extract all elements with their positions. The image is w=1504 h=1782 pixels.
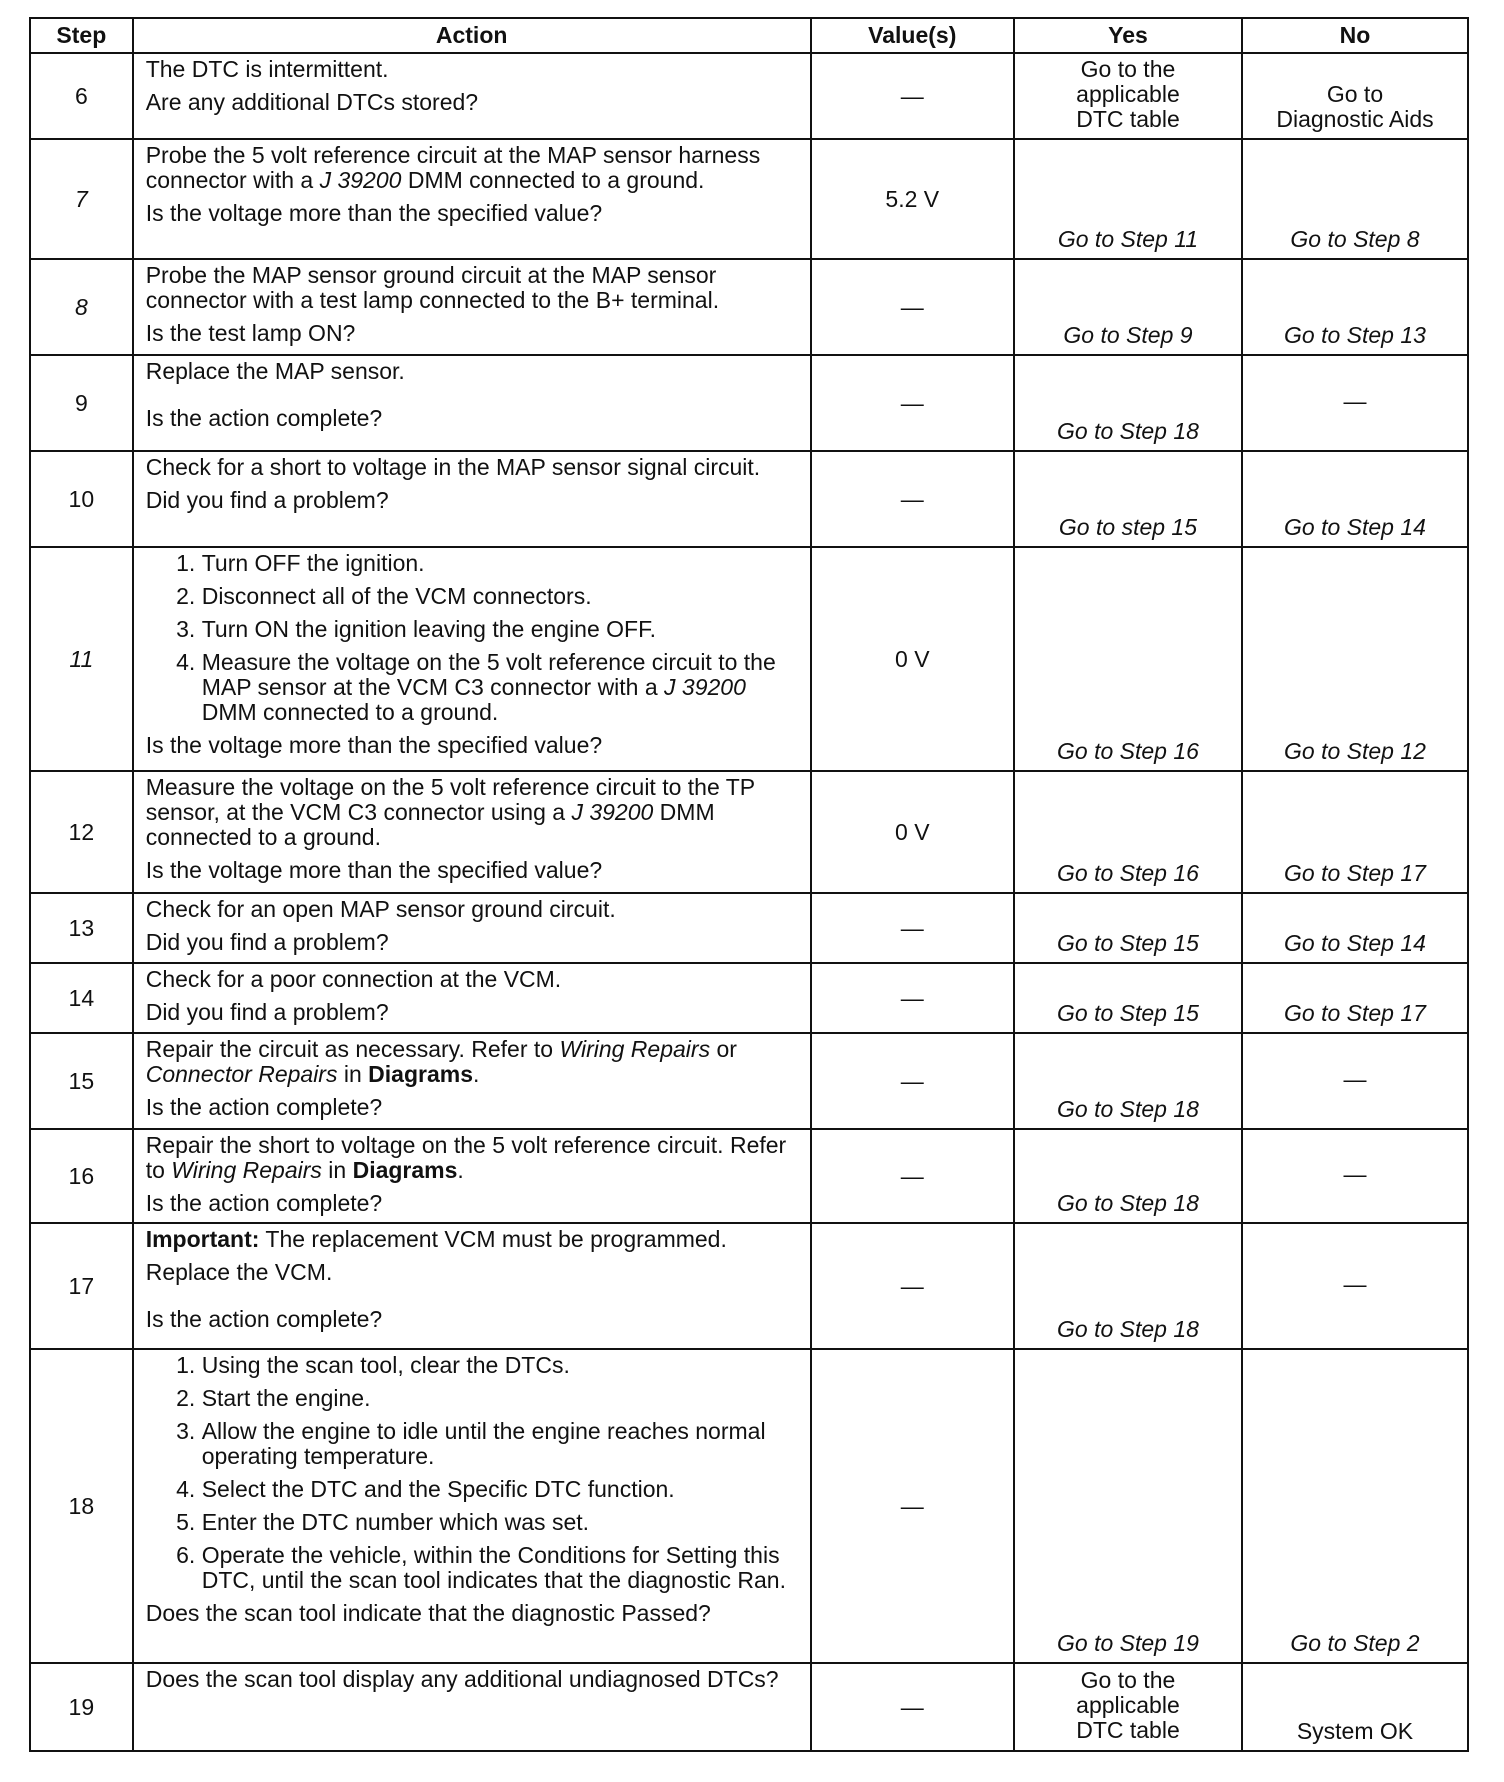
step-number: 11 <box>30 547 133 771</box>
table-row <box>30 963 1468 1033</box>
question-text: Is the voltage more than the specified value? <box>145 732 603 758</box>
step-number: 15 <box>30 1033 133 1129</box>
no-cell: Go to Step 17 <box>1242 963 1468 1033</box>
reference-section: Diagrams <box>368 1061 473 1087</box>
action-cell <box>133 1663 811 1751</box>
action-cell <box>133 771 811 893</box>
table-row <box>30 355 1468 451</box>
step-number: 6 <box>30 53 133 139</box>
question-text: Did you find a problem? <box>145 929 389 955</box>
no-cell: Go to Step 14 <box>1242 893 1468 963</box>
step-number: 18 <box>30 1349 133 1663</box>
yes-text: applicable <box>1076 80 1180 107</box>
no-cell: — <box>1242 355 1468 451</box>
value-cell <box>811 53 1014 139</box>
no-cell: Go to Step 13 <box>1242 259 1468 355</box>
no-cell <box>1242 53 1468 139</box>
table-row <box>30 1349 1468 1663</box>
value-cell <box>811 259 1014 355</box>
question-text: Does the scan tool indicate that the diagnostic Passed? <box>145 1600 711 1626</box>
value-text: — <box>900 1067 924 1094</box>
list-item-text: Measure the voltage on the 5 volt reference circuit to the MAP sensor at the VCM C3 connector with a <box>201 649 776 700</box>
yes-cell: Go to Step 9 <box>1014 259 1242 355</box>
value-text: — <box>900 1162 924 1189</box>
action-text-part: in <box>321 1157 353 1183</box>
table-row <box>30 1129 1468 1223</box>
action-text-part: Measure the voltage on the 5 volt reference circuit to the TP sensor, at the VCM C3 connector using a <box>145 774 755 825</box>
no-cell: Go to Step 2 <box>1242 1349 1468 1663</box>
yes-cell: Go to Step 11 <box>1014 139 1242 259</box>
list-item: 1. Turn OFF the ignition. <box>202 551 800 576</box>
value-text: — <box>900 1272 924 1299</box>
action-text: Check for an open MAP sensor ground circuit. <box>145 896 616 922</box>
list-item: 2. Start the engine. <box>202 1386 800 1411</box>
action-text-part: Probe the 5 volt reference circuit at the MAP sensor harness connector with a <box>145 142 761 193</box>
value-cell <box>811 893 1014 963</box>
value-cell <box>811 139 1014 259</box>
action-cell <box>133 451 811 547</box>
action-cell <box>133 355 811 451</box>
value-text: — <box>900 389 924 416</box>
action-text-part: Repair the short to voltage on the 5 volt reference circuit. Refer to <box>145 1132 787 1183</box>
list-item: 4. Select the DTC and the Specific DTC function. <box>202 1477 800 1502</box>
value-text: — <box>900 293 924 320</box>
value-cell <box>811 1129 1014 1223</box>
no-cell: Go to Step 8 <box>1242 139 1468 259</box>
action-text <box>146 1227 800 1252</box>
no-cell: — <box>1242 1223 1468 1349</box>
value-text: 5.2 V <box>885 185 940 212</box>
question-text: Did you find a problem? <box>145 487 389 513</box>
value-text: — <box>900 485 924 512</box>
no-cell: — <box>1242 1033 1468 1129</box>
action-cell <box>133 139 811 259</box>
question-text: Is the action complete? <box>145 1306 383 1332</box>
diagnostic-table <box>29 17 1469 1752</box>
tool-name: J 39200 <box>319 167 402 193</box>
action-text: Check for a short to voltage in the MAP sensor signal circuit. <box>145 454 761 480</box>
question-text: Is the action complete? <box>145 1190 383 1216</box>
step-number: 9 <box>30 355 133 451</box>
list-item <box>202 650 800 725</box>
list-item: 3. Allow the engine to idle until the engine reaches normal operating temperature. <box>202 1419 800 1469</box>
value-text: 0 V <box>895 645 930 672</box>
tool-name: J 39200 <box>571 799 654 825</box>
header-row <box>30 18 1468 53</box>
question-text: Is the test lamp ON? <box>145 320 356 346</box>
action-text <box>146 1037 800 1087</box>
step-number: 16 <box>30 1129 133 1223</box>
action-text: Probe the MAP sensor ground circuit at the MAP sensor connector with a test lamp connected to the B+ terminal. <box>145 262 720 313</box>
action-text: Check for a poor connection at the VCM. <box>145 966 562 992</box>
value-text: 0 V <box>895 818 930 845</box>
table-row <box>30 893 1468 963</box>
action-text-part: in <box>337 1061 369 1087</box>
yes-cell: Go to Step 18 <box>1014 355 1242 451</box>
action-text-part: DMM connected to a ground. <box>145 799 715 850</box>
yes-cell <box>1014 1663 1242 1751</box>
value-text: — <box>900 82 924 109</box>
table-row <box>30 53 1468 139</box>
value-cell <box>811 451 1014 547</box>
yes-cell <box>1014 53 1242 139</box>
col-header-no: No <box>1242 18 1468 53</box>
action-cell <box>133 893 811 963</box>
action-cell <box>133 963 811 1033</box>
yes-text: DTC table <box>1076 105 1180 132</box>
yes-cell: Go to Step 15 <box>1014 963 1242 1033</box>
action-text-part: The replacement VCM must be programmed. <box>259 1226 727 1252</box>
col-header-step: Step <box>30 18 133 53</box>
table-row <box>30 139 1468 259</box>
action-steps-list <box>146 1353 800 1593</box>
action-cell <box>133 547 811 771</box>
no-cell: Go to Step 12 <box>1242 547 1468 771</box>
value-cell <box>811 355 1014 451</box>
yes-text: DTC table <box>1076 1716 1180 1743</box>
no-text: Go to <box>1326 81 1384 107</box>
step-number: 12 <box>30 771 133 893</box>
col-header-yes: Yes <box>1014 18 1242 53</box>
table-row <box>30 547 1468 771</box>
action-text-part: DMM connected to a ground. <box>401 167 705 193</box>
list-item: 3. Turn ON the ignition leaving the engine OFF. <box>202 617 800 642</box>
value-cell <box>811 1663 1014 1751</box>
step-number: 19 <box>30 1663 133 1751</box>
value-cell <box>811 1223 1014 1349</box>
list-item-text: DMM connected to a ground. <box>201 699 499 725</box>
yes-cell: Go to step 15 <box>1014 451 1242 547</box>
yes-cell: Go to Step 18 <box>1014 1033 1242 1129</box>
action-text-part: . <box>472 1061 480 1087</box>
no-cell: Go to Step 14 <box>1242 451 1468 547</box>
step-number: 7 <box>30 139 133 259</box>
yes-cell: Go to Step 18 <box>1014 1129 1242 1223</box>
reference-link: Wiring Repairs <box>171 1157 322 1183</box>
table-row <box>30 1223 1468 1349</box>
value-cell <box>811 1033 1014 1129</box>
action-cell <box>133 53 811 139</box>
question-text: Does the scan tool display any additional undiagnosed DTCs? <box>145 1666 779 1692</box>
question-text: Is the action complete? <box>145 1094 383 1120</box>
question-text: Did you find a problem? <box>145 999 389 1025</box>
action-text: Replace the VCM. <box>145 1259 333 1285</box>
yes-cell: Go to Step 18 <box>1014 1223 1242 1349</box>
value-cell <box>811 1349 1014 1663</box>
list-item: 6. Operate the vehicle, within the Conditions for Setting this DTC, until the scan tool indicates that the diagnostic Ran. <box>202 1543 800 1593</box>
action-text: The DTC is intermittent. <box>145 56 389 82</box>
reference-link: Wiring Repairs <box>559 1036 711 1062</box>
step-number: 8 <box>30 259 133 355</box>
action-text <box>146 1133 800 1183</box>
step-number: 10 <box>30 451 133 547</box>
list-item: 1. Using the scan tool, clear the DTCs. <box>202 1353 800 1378</box>
question-text: Are any additional DTCs stored? <box>145 89 479 115</box>
question-text: Is the action complete? <box>145 405 383 431</box>
value-cell <box>811 963 1014 1033</box>
value-cell <box>811 547 1014 771</box>
yes-cell: Go to Step 15 <box>1014 893 1242 963</box>
step-number: 13 <box>30 893 133 963</box>
action-text: Replace the MAP sensor. <box>145 358 405 384</box>
action-text <box>146 143 800 193</box>
yes-cell: Go to Step 19 <box>1014 1349 1242 1663</box>
table-row <box>30 771 1468 893</box>
no-cell: System OK <box>1242 1663 1468 1751</box>
yes-cell: Go to Step 16 <box>1014 771 1242 893</box>
action-cell <box>133 1129 811 1223</box>
action-cell <box>133 1223 811 1349</box>
no-cell: — <box>1242 1129 1468 1223</box>
list-item: 5. Enter the DTC number which was set. <box>202 1510 800 1535</box>
value-text: — <box>900 1492 924 1519</box>
no-cell: Go to Step 17 <box>1242 771 1468 893</box>
action-cell <box>133 1033 811 1129</box>
list-item: 2. Disconnect all of the VCM connectors. <box>202 584 800 609</box>
table-row <box>30 1663 1468 1751</box>
value-text: — <box>900 984 924 1011</box>
reference-section: Diagrams <box>352 1157 458 1183</box>
table-row <box>30 451 1468 547</box>
action-text-part: or <box>710 1036 737 1062</box>
step-number: 14 <box>30 963 133 1033</box>
value-text: — <box>900 914 924 941</box>
yes-cell: Go to Step 16 <box>1014 547 1242 771</box>
table-row <box>30 1033 1468 1129</box>
question-text: Is the voltage more than the specified value? <box>145 857 603 883</box>
action-text <box>146 775 800 850</box>
value-cell <box>811 771 1014 893</box>
tool-name: J 39200 <box>664 674 746 700</box>
col-header-values: Value(s) <box>811 18 1014 53</box>
action-text-part: . <box>457 1157 464 1183</box>
action-steps-list <box>146 551 800 725</box>
action-cell <box>133 1349 811 1663</box>
action-text-part: Repair the circuit as necessary. Refer to <box>145 1036 560 1062</box>
yes-text: Go to the <box>1080 1666 1176 1693</box>
yes-text: applicable <box>1076 1691 1180 1718</box>
reference-link: Connector Repairs <box>145 1061 338 1087</box>
value-text: — <box>900 1693 924 1720</box>
step-number: 17 <box>30 1223 133 1349</box>
question-text: Is the voltage more than the specified value? <box>145 200 603 226</box>
no-text: Diagnostic Aids <box>1276 106 1434 132</box>
col-header-action: Action <box>133 18 811 53</box>
yes-text: Go to the <box>1080 55 1176 82</box>
important-label: Important: <box>145 1226 260 1252</box>
action-cell <box>133 259 811 355</box>
table-row <box>30 259 1468 355</box>
